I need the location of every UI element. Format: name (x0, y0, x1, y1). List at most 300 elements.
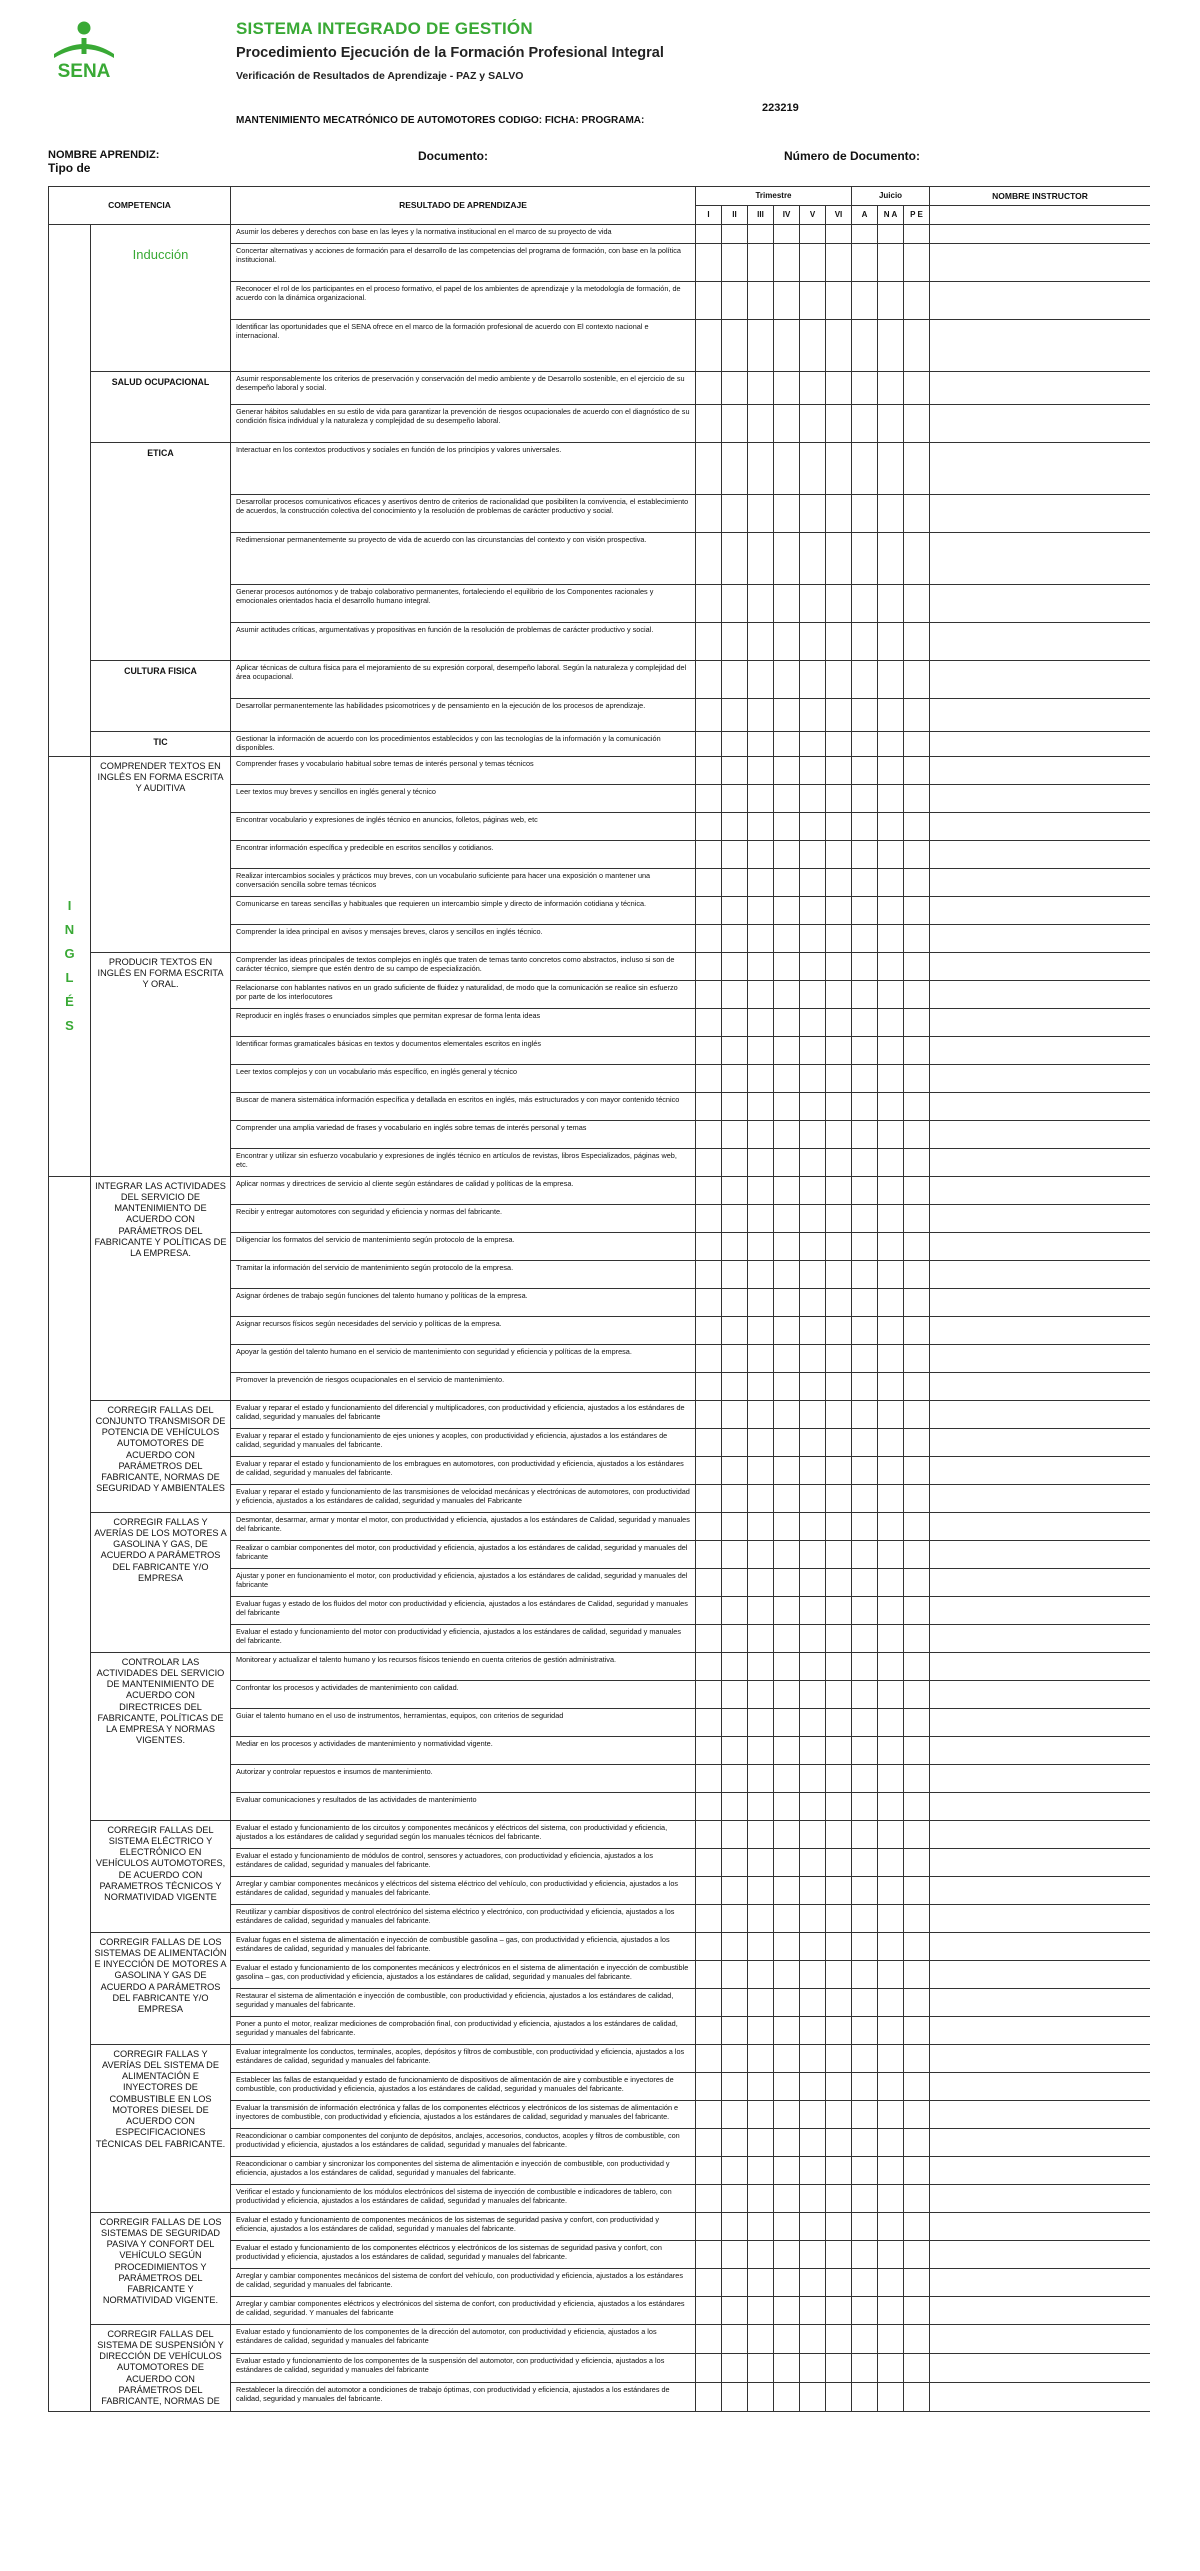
instructor-cell[interactable] (930, 924, 1150, 952)
trimestre-cell[interactable] (748, 1988, 774, 2016)
trimestre-cell[interactable] (800, 320, 826, 372)
instructor-cell[interactable] (930, 1092, 1150, 1120)
juicio-cell[interactable] (878, 980, 904, 1008)
trimestre-cell[interactable] (774, 1428, 800, 1456)
juicio-cell[interactable] (904, 1428, 930, 1456)
trimestre-cell[interactable] (748, 2128, 774, 2156)
trimestre-cell[interactable] (748, 732, 774, 757)
trimestre-cell[interactable] (826, 812, 852, 840)
trimestre-cell[interactable] (774, 1148, 800, 1176)
juicio-cell[interactable] (904, 372, 930, 405)
juicio-cell[interactable] (852, 1204, 878, 1232)
trimestre-cell[interactable] (800, 840, 826, 868)
trimestre-cell[interactable] (748, 1932, 774, 1960)
trimestre-cell[interactable] (774, 443, 800, 495)
juicio-cell[interactable] (852, 1316, 878, 1344)
instructor-cell[interactable] (930, 372, 1150, 405)
juicio-cell[interactable] (878, 495, 904, 533)
trimestre-cell[interactable] (696, 1988, 722, 2016)
juicio-cell[interactable] (904, 1932, 930, 1960)
trimestre-cell[interactable] (722, 2184, 748, 2212)
trimestre-cell[interactable] (722, 2353, 748, 2382)
trimestre-cell[interactable] (748, 2212, 774, 2240)
trimestre-cell[interactable] (800, 1764, 826, 1792)
trimestre-cell[interactable] (748, 495, 774, 533)
instructor-cell[interactable] (930, 2184, 1150, 2212)
trimestre-cell[interactable] (696, 1540, 722, 1568)
juicio-cell[interactable] (904, 1484, 930, 1512)
trimestre-cell[interactable] (774, 372, 800, 405)
trimestre-cell[interactable] (774, 2184, 800, 2212)
instructor-cell[interactable] (930, 1876, 1150, 1904)
trimestre-cell[interactable] (722, 372, 748, 405)
juicio-cell[interactable] (904, 2240, 930, 2268)
juicio-cell[interactable] (904, 896, 930, 924)
trimestre-cell[interactable] (800, 784, 826, 812)
trimestre-cell[interactable] (722, 1176, 748, 1204)
instructor-cell[interactable] (930, 1120, 1150, 1148)
juicio-cell[interactable] (852, 1400, 878, 1428)
juicio-cell[interactable] (904, 1904, 930, 1932)
juicio-cell[interactable] (878, 2044, 904, 2072)
trimestre-cell[interactable] (722, 1484, 748, 1512)
instructor-cell[interactable] (930, 320, 1150, 372)
trimestre-cell[interactable] (800, 2240, 826, 2268)
juicio-cell[interactable] (852, 1092, 878, 1120)
juicio-cell[interactable] (852, 2324, 878, 2353)
juicio-cell[interactable] (878, 2156, 904, 2184)
trimestre-cell[interactable] (722, 2156, 748, 2184)
juicio-cell[interactable] (904, 840, 930, 868)
trimestre-cell[interactable] (800, 1456, 826, 1484)
trimestre-cell[interactable] (800, 1652, 826, 1680)
trimestre-cell[interactable] (696, 812, 722, 840)
trimestre-cell[interactable] (774, 840, 800, 868)
juicio-cell[interactable] (904, 1036, 930, 1064)
juicio-cell[interactable] (904, 1008, 930, 1036)
instructor-cell[interactable] (930, 1988, 1150, 2016)
trimestre-cell[interactable] (748, 661, 774, 699)
trimestre-cell[interactable] (826, 1960, 852, 1988)
trimestre-cell[interactable] (826, 1624, 852, 1652)
instructor-cell[interactable] (930, 1680, 1150, 1708)
juicio-cell[interactable] (878, 405, 904, 443)
trimestre-cell[interactable] (774, 2240, 800, 2268)
juicio-cell[interactable] (852, 1988, 878, 2016)
juicio-cell[interactable] (904, 1988, 930, 2016)
juicio-cell[interactable] (852, 840, 878, 868)
trimestre-cell[interactable] (826, 2268, 852, 2296)
trimestre-cell[interactable] (774, 1372, 800, 1400)
trimestre-cell[interactable] (722, 732, 748, 757)
juicio-cell[interactable] (904, 1120, 930, 1148)
juicio-cell[interactable] (852, 1260, 878, 1288)
trimestre-cell[interactable] (826, 2100, 852, 2128)
trimestre-cell[interactable] (774, 1792, 800, 1820)
trimestre-cell[interactable] (800, 868, 826, 896)
trimestre-cell[interactable] (800, 1064, 826, 1092)
trimestre-cell[interactable] (696, 405, 722, 443)
trimestre-cell[interactable] (774, 2044, 800, 2072)
trimestre-cell[interactable] (722, 282, 748, 320)
juicio-cell[interactable] (878, 1148, 904, 1176)
trimestre-cell[interactable] (774, 952, 800, 980)
trimestre-cell[interactable] (800, 1092, 826, 1120)
trimestre-cell[interactable] (696, 1120, 722, 1148)
instructor-cell[interactable] (930, 2383, 1150, 2412)
trimestre-cell[interactable] (826, 2240, 852, 2268)
instructor-cell[interactable] (930, 784, 1150, 812)
juicio-cell[interactable] (904, 1372, 930, 1400)
trimestre-cell[interactable] (748, 585, 774, 623)
trimestre-cell[interactable] (800, 2324, 826, 2353)
trimestre-cell[interactable] (800, 896, 826, 924)
trimestre-cell[interactable] (722, 1988, 748, 2016)
trimestre-cell[interactable] (748, 2156, 774, 2184)
juicio-cell[interactable] (878, 1876, 904, 1904)
trimestre-cell[interactable] (696, 2016, 722, 2044)
trimestre-cell[interactable] (722, 623, 748, 661)
instructor-cell[interactable] (930, 1540, 1150, 1568)
juicio-cell[interactable] (878, 2268, 904, 2296)
trimestre-cell[interactable] (800, 1316, 826, 1344)
juicio-cell[interactable] (878, 2016, 904, 2044)
trimestre-cell[interactable] (748, 533, 774, 585)
trimestre-cell[interactable] (774, 1288, 800, 1316)
juicio-cell[interactable] (852, 1428, 878, 1456)
trimestre-cell[interactable] (722, 244, 748, 282)
juicio-cell[interactable] (904, 924, 930, 952)
trimestre-cell[interactable] (722, 2044, 748, 2072)
trimestre-cell[interactable] (774, 1764, 800, 1792)
trimestre-cell[interactable] (696, 1372, 722, 1400)
trimestre-cell[interactable] (800, 699, 826, 732)
trimestre-cell[interactable] (826, 372, 852, 405)
juicio-cell[interactable] (852, 533, 878, 585)
trimestre-cell[interactable] (774, 1652, 800, 1680)
trimestre-cell[interactable] (826, 1428, 852, 1456)
trimestre-cell[interactable] (696, 1316, 722, 1344)
juicio-cell[interactable] (852, 812, 878, 840)
juicio-cell[interactable] (878, 1372, 904, 1400)
juicio-cell[interactable] (878, 812, 904, 840)
trimestre-cell[interactable] (748, 1820, 774, 1848)
juicio-cell[interactable] (878, 1932, 904, 1960)
trimestre-cell[interactable] (722, 1680, 748, 1708)
juicio-cell[interactable] (904, 1540, 930, 1568)
trimestre-cell[interactable] (722, 495, 748, 533)
trimestre-cell[interactable] (826, 533, 852, 585)
juicio-cell[interactable] (852, 1904, 878, 1932)
trimestre-cell[interactable] (826, 1568, 852, 1596)
juicio-cell[interactable] (852, 1736, 878, 1764)
juicio-cell[interactable] (904, 225, 930, 244)
trimestre-cell[interactable] (722, 1232, 748, 1260)
instructor-cell[interactable] (930, 2268, 1150, 2296)
trimestre-cell[interactable] (696, 1932, 722, 1960)
trimestre-cell[interactable] (748, 282, 774, 320)
trimestre-cell[interactable] (826, 1260, 852, 1288)
juicio-cell[interactable] (878, 623, 904, 661)
juicio-cell[interactable] (852, 244, 878, 282)
juicio-cell[interactable] (852, 1596, 878, 1624)
trimestre-cell[interactable] (774, 2016, 800, 2044)
trimestre-cell[interactable] (800, 1736, 826, 1764)
juicio-cell[interactable] (852, 980, 878, 1008)
juicio-cell[interactable] (852, 1764, 878, 1792)
trimestre-cell[interactable] (748, 2240, 774, 2268)
juicio-cell[interactable] (878, 784, 904, 812)
trimestre-cell[interactable] (722, 405, 748, 443)
trimestre-cell[interactable] (800, 1988, 826, 2016)
juicio-cell[interactable] (878, 1652, 904, 1680)
juicio-cell[interactable] (852, 2268, 878, 2296)
juicio-cell[interactable] (852, 1176, 878, 1204)
instructor-cell[interactable] (930, 661, 1150, 699)
trimestre-cell[interactable] (800, 1624, 826, 1652)
juicio-cell[interactable] (852, 868, 878, 896)
juicio-cell[interactable] (878, 1540, 904, 1568)
trimestre-cell[interactable] (826, 1904, 852, 1932)
trimestre-cell[interactable] (696, 1204, 722, 1232)
instructor-cell[interactable] (930, 623, 1150, 661)
trimestre-cell[interactable] (722, 2212, 748, 2240)
trimestre-cell[interactable] (826, 244, 852, 282)
juicio-cell[interactable] (904, 1148, 930, 1176)
trimestre-cell[interactable] (826, 1652, 852, 1680)
trimestre-cell[interactable] (800, 1708, 826, 1736)
trimestre-cell[interactable] (800, 1400, 826, 1428)
trimestre-cell[interactable] (722, 2324, 748, 2353)
instructor-cell[interactable] (930, 756, 1150, 784)
juicio-cell[interactable] (852, 1064, 878, 1092)
trimestre-cell[interactable] (826, 1036, 852, 1064)
trimestre-cell[interactable] (722, 2296, 748, 2324)
trimestre-cell[interactable] (800, 2212, 826, 2240)
trimestre-cell[interactable] (800, 1960, 826, 1988)
trimestre-cell[interactable] (722, 2383, 748, 2412)
trimestre-cell[interactable] (696, 225, 722, 244)
juicio-cell[interactable] (904, 1232, 930, 1260)
juicio-cell[interactable] (904, 1708, 930, 1736)
trimestre-cell[interactable] (774, 2383, 800, 2412)
instructor-cell[interactable] (930, 1204, 1150, 1232)
juicio-cell[interactable] (852, 495, 878, 533)
trimestre-cell[interactable] (748, 1624, 774, 1652)
juicio-cell[interactable] (852, 2100, 878, 2128)
trimestre-cell[interactable] (722, 1204, 748, 1232)
trimestre-cell[interactable] (800, 2128, 826, 2156)
trimestre-cell[interactable] (800, 2383, 826, 2412)
juicio-cell[interactable] (852, 1344, 878, 1372)
trimestre-cell[interactable] (696, 2212, 722, 2240)
trimestre-cell[interactable] (800, 1876, 826, 1904)
trimestre-cell[interactable] (748, 2016, 774, 2044)
trimestre-cell[interactable] (826, 405, 852, 443)
trimestre-cell[interactable] (696, 732, 722, 757)
juicio-cell[interactable] (878, 2240, 904, 2268)
instructor-cell[interactable] (930, 405, 1150, 443)
trimestre-cell[interactable] (722, 1344, 748, 1372)
juicio-cell[interactable] (904, 2184, 930, 2212)
instructor-cell[interactable] (930, 2072, 1150, 2100)
trimestre-cell[interactable] (722, 756, 748, 784)
instructor-cell[interactable] (930, 1148, 1150, 1176)
trimestre-cell[interactable] (748, 1568, 774, 1596)
trimestre-cell[interactable] (774, 1736, 800, 1764)
instructor-cell[interactable] (930, 1652, 1150, 1680)
trimestre-cell[interactable] (696, 1288, 722, 1316)
trimestre-cell[interactable] (800, 2184, 826, 2212)
juicio-cell[interactable] (878, 1708, 904, 1736)
trimestre-cell[interactable] (826, 1540, 852, 1568)
trimestre-cell[interactable] (696, 585, 722, 623)
trimestre-cell[interactable] (722, 1120, 748, 1148)
trimestre-cell[interactable] (774, 282, 800, 320)
trimestre-cell[interactable] (748, 1008, 774, 1036)
trimestre-cell[interactable] (826, 1148, 852, 1176)
juicio-cell[interactable] (878, 1092, 904, 1120)
instructor-cell[interactable] (930, 1708, 1150, 1736)
trimestre-cell[interactable] (748, 1344, 774, 1372)
trimestre-cell[interactable] (748, 1652, 774, 1680)
instructor-cell[interactable] (930, 1036, 1150, 1064)
juicio-cell[interactable] (904, 980, 930, 1008)
trimestre-cell[interactable] (826, 784, 852, 812)
juicio-cell[interactable] (878, 225, 904, 244)
trimestre-cell[interactable] (800, 1512, 826, 1540)
trimestre-cell[interactable] (722, 1288, 748, 1316)
trimestre-cell[interactable] (774, 2353, 800, 2382)
trimestre-cell[interactable] (800, 1596, 826, 1624)
juicio-cell[interactable] (852, 1540, 878, 1568)
trimestre-cell[interactable] (696, 1456, 722, 1484)
juicio-cell[interactable] (904, 1092, 930, 1120)
trimestre-cell[interactable] (800, 2156, 826, 2184)
juicio-cell[interactable] (852, 2240, 878, 2268)
trimestre-cell[interactable] (722, 1624, 748, 1652)
instructor-cell[interactable] (930, 1176, 1150, 1204)
trimestre-cell[interactable] (748, 699, 774, 732)
instructor-cell[interactable] (930, 2296, 1150, 2324)
trimestre-cell[interactable] (722, 2016, 748, 2044)
trimestre-cell[interactable] (696, 1960, 722, 1988)
juicio-cell[interactable] (852, 1708, 878, 1736)
trimestre-cell[interactable] (774, 868, 800, 896)
juicio-cell[interactable] (904, 320, 930, 372)
instructor-cell[interactable] (930, 1064, 1150, 1092)
juicio-cell[interactable] (904, 1596, 930, 1624)
juicio-cell[interactable] (904, 661, 930, 699)
juicio-cell[interactable] (878, 1764, 904, 1792)
trimestre-cell[interactable] (826, 1876, 852, 1904)
juicio-cell[interactable] (904, 1680, 930, 1708)
juicio-cell[interactable] (852, 1876, 878, 1904)
instructor-cell[interactable] (930, 840, 1150, 868)
trimestre-cell[interactable] (696, 1008, 722, 1036)
juicio-cell[interactable] (852, 1008, 878, 1036)
trimestre-cell[interactable] (748, 2353, 774, 2382)
trimestre-cell[interactable] (696, 2072, 722, 2100)
juicio-cell[interactable] (852, 924, 878, 952)
trimestre-cell[interactable] (696, 784, 722, 812)
trimestre-cell[interactable] (748, 1960, 774, 1988)
trimestre-cell[interactable] (748, 2383, 774, 2412)
juicio-cell[interactable] (852, 732, 878, 757)
trimestre-cell[interactable] (696, 1092, 722, 1120)
juicio-cell[interactable] (904, 2268, 930, 2296)
juicio-cell[interactable] (878, 443, 904, 495)
trimestre-cell[interactable] (722, 1092, 748, 1120)
trimestre-cell[interactable] (696, 1848, 722, 1876)
juicio-cell[interactable] (852, 2044, 878, 2072)
trimestre-cell[interactable] (696, 1260, 722, 1288)
trimestre-cell[interactable] (774, 2156, 800, 2184)
trimestre-cell[interactable] (800, 952, 826, 980)
juicio-cell[interactable] (878, 320, 904, 372)
trimestre-cell[interactable] (826, 840, 852, 868)
trimestre-cell[interactable] (748, 1372, 774, 1400)
trimestre-cell[interactable] (696, 1904, 722, 1932)
juicio-cell[interactable] (852, 1120, 878, 1148)
trimestre-cell[interactable] (800, 372, 826, 405)
trimestre-cell[interactable] (748, 1148, 774, 1176)
trimestre-cell[interactable] (696, 1148, 722, 1176)
trimestre-cell[interactable] (748, 784, 774, 812)
trimestre-cell[interactable] (696, 2100, 722, 2128)
instructor-cell[interactable] (930, 699, 1150, 732)
trimestre-cell[interactable] (774, 623, 800, 661)
trimestre-cell[interactable] (696, 980, 722, 1008)
trimestre-cell[interactable] (696, 2044, 722, 2072)
trimestre-cell[interactable] (722, 1568, 748, 1596)
trimestre-cell[interactable] (774, 1876, 800, 1904)
instructor-cell[interactable] (930, 2353, 1150, 2382)
juicio-cell[interactable] (904, 2100, 930, 2128)
trimestre-cell[interactable] (800, 1792, 826, 1820)
juicio-cell[interactable] (852, 1932, 878, 1960)
trimestre-cell[interactable] (722, 2100, 748, 2128)
instructor-cell[interactable] (930, 495, 1150, 533)
trimestre-cell[interactable] (800, 1680, 826, 1708)
trimestre-cell[interactable] (748, 1456, 774, 1484)
instructor-cell[interactable] (930, 1764, 1150, 1792)
trimestre-cell[interactable] (774, 1680, 800, 1708)
instructor-cell[interactable] (930, 1736, 1150, 1764)
trimestre-cell[interactable] (774, 225, 800, 244)
juicio-cell[interactable] (852, 225, 878, 244)
trimestre-cell[interactable] (774, 2324, 800, 2353)
trimestre-cell[interactable] (696, 495, 722, 533)
trimestre-cell[interactable] (800, 623, 826, 661)
trimestre-cell[interactable] (826, 1064, 852, 1092)
trimestre-cell[interactable] (696, 1736, 722, 1764)
trimestre-cell[interactable] (696, 1232, 722, 1260)
trimestre-cell[interactable] (748, 1428, 774, 1456)
trimestre-cell[interactable] (722, 1260, 748, 1288)
trimestre-cell[interactable] (774, 1092, 800, 1120)
trimestre-cell[interactable] (800, 1484, 826, 1512)
trimestre-cell[interactable] (722, 1064, 748, 1092)
trimestre-cell[interactable] (722, 868, 748, 896)
trimestre-cell[interactable] (722, 661, 748, 699)
trimestre-cell[interactable] (800, 1904, 826, 1932)
trimestre-cell[interactable] (774, 2268, 800, 2296)
trimestre-cell[interactable] (748, 2296, 774, 2324)
trimestre-cell[interactable] (696, 244, 722, 282)
instructor-cell[interactable] (930, 2016, 1150, 2044)
juicio-cell[interactable] (878, 1820, 904, 1848)
